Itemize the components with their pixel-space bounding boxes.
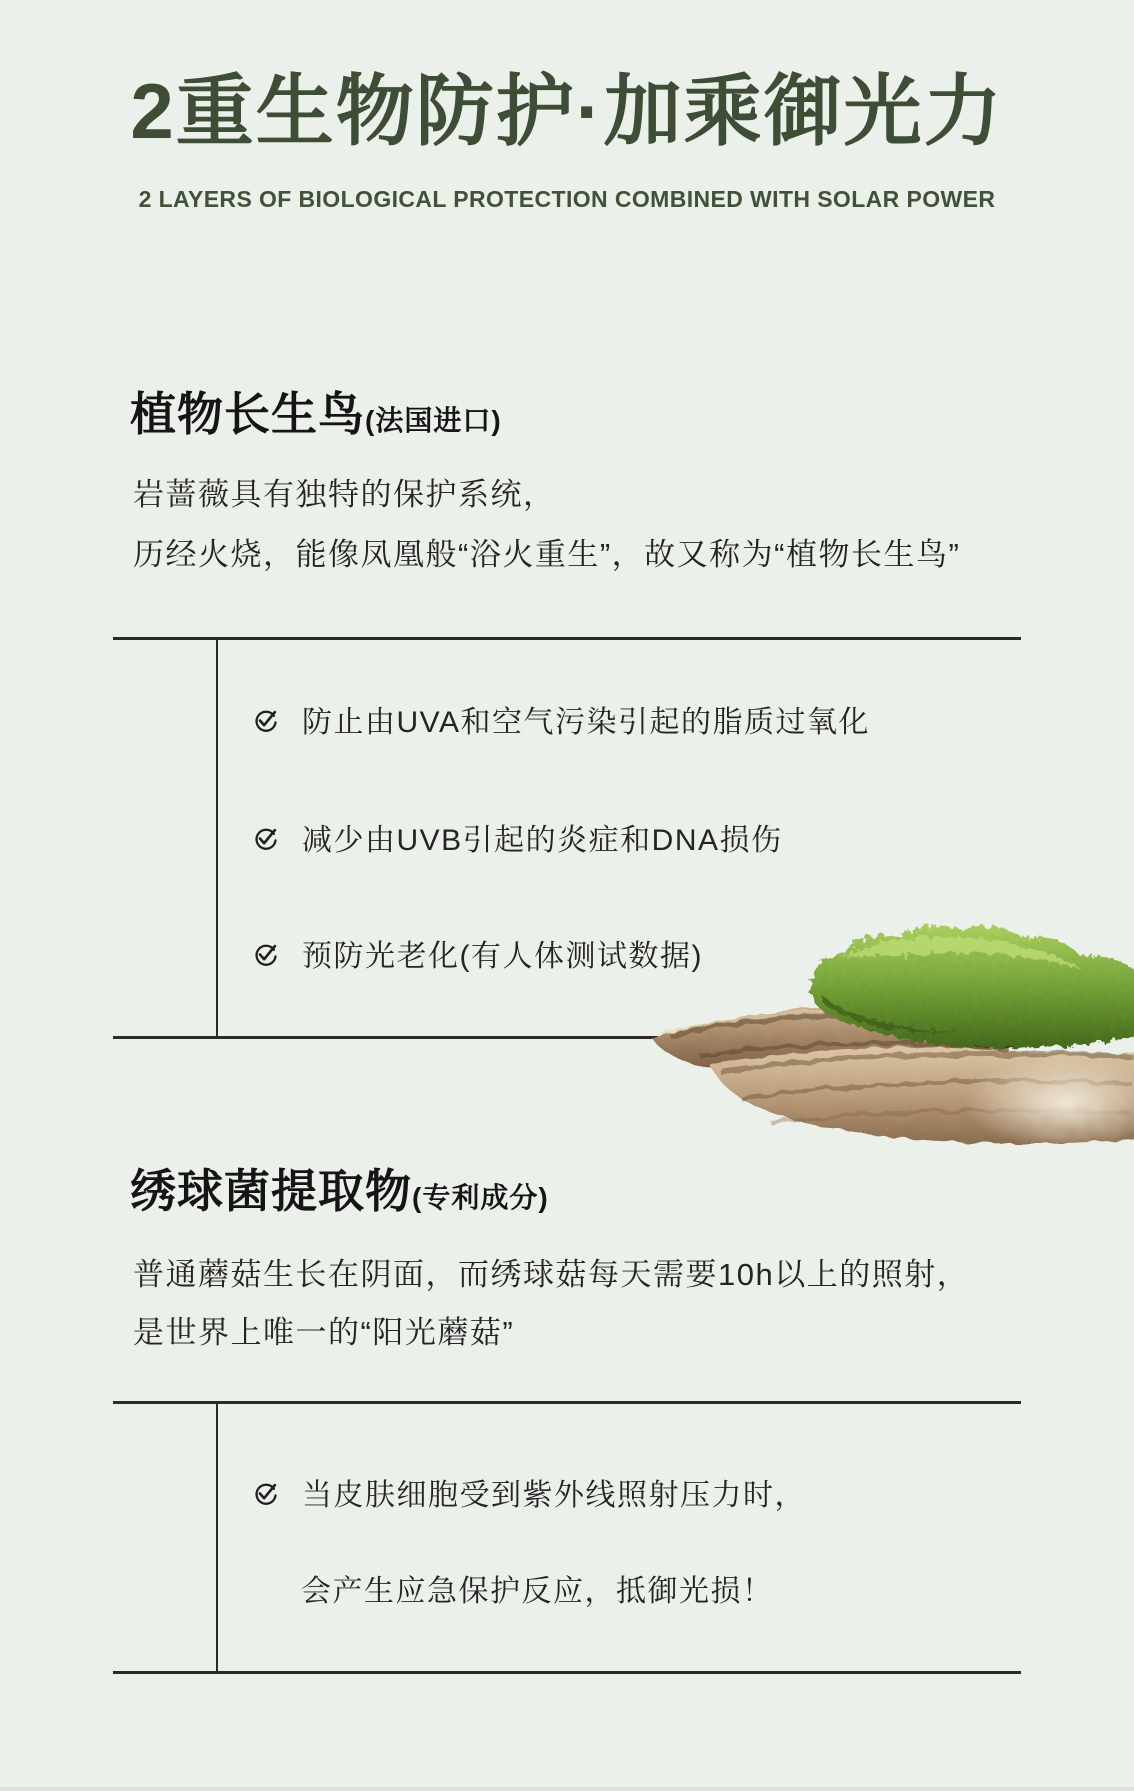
bullet-text: 当皮肤细胞受到紫外线照射压力时， xyxy=(302,1479,806,1512)
section-1-body-line-2: 历经火烧，能像凤凰般“浴火重生”，故又称为“植物长生鸟” xyxy=(133,537,961,572)
section-1-heading xyxy=(130,378,502,444)
next-section-edge xyxy=(0,1787,1134,1791)
section-1-heading-note: (法国进口) xyxy=(365,405,502,436)
moss-on-bark-photo xyxy=(560,870,1134,1145)
section-2-divider-bottom xyxy=(113,1671,1021,1674)
bullet-item xyxy=(252,1470,806,1514)
section-2-divider-top xyxy=(113,1401,1021,1404)
check-circle-icon xyxy=(252,1480,280,1508)
page-subtitle: 2 LAYERS OF BIOLOGICAL PROTECTION COMBINED WITH SOLAR POWER xyxy=(138,186,996,212)
check-circle-icon xyxy=(252,707,280,735)
page-title: 2重生物防护·加乘御光力 xyxy=(130,67,1004,155)
section-2-heading-note: (专利成分) xyxy=(412,1182,549,1213)
bullet-item xyxy=(252,697,870,741)
bullet-item-continuation xyxy=(301,1566,774,1610)
bark-slab xyxy=(710,1047,1134,1145)
section-2-heading-main: 绣球菌提取物 xyxy=(130,1165,412,1217)
section-1-divider-top xyxy=(113,637,1021,640)
section-2-body-line-1: 普通蘑菇生长在阴面，而绣球菇每天需要10h以上的照射， xyxy=(133,1257,970,1292)
section-2-heading xyxy=(130,1155,549,1221)
check-circle-icon xyxy=(252,825,280,853)
section-2-body-line-2: 是世界上唯一的“阳光蘑菇” xyxy=(133,1315,515,1350)
bullet-text: 预防光老化(有人体测试数据) xyxy=(302,940,703,973)
section-1-body-line-1: 岩蔷薇具有独特的保护系统， xyxy=(133,477,556,512)
section-1-divider-left xyxy=(216,637,218,1038)
bullet-text: 会产生应急保护反应，抵御光损！ xyxy=(301,1575,774,1608)
section-1-body xyxy=(133,465,960,585)
bullet-text: 防止由UVA和空气污染引起的脂质过氧化 xyxy=(302,706,870,739)
bullet-item xyxy=(252,815,783,859)
section-2-body xyxy=(133,1246,969,1362)
section-2-divider-left xyxy=(216,1401,218,1673)
bullet-text: 减少由UVB引起的炎症和DNA损伤 xyxy=(302,824,783,857)
check-circle-icon xyxy=(252,941,280,969)
section-1-heading-main: 植物长生鸟 xyxy=(130,388,365,440)
